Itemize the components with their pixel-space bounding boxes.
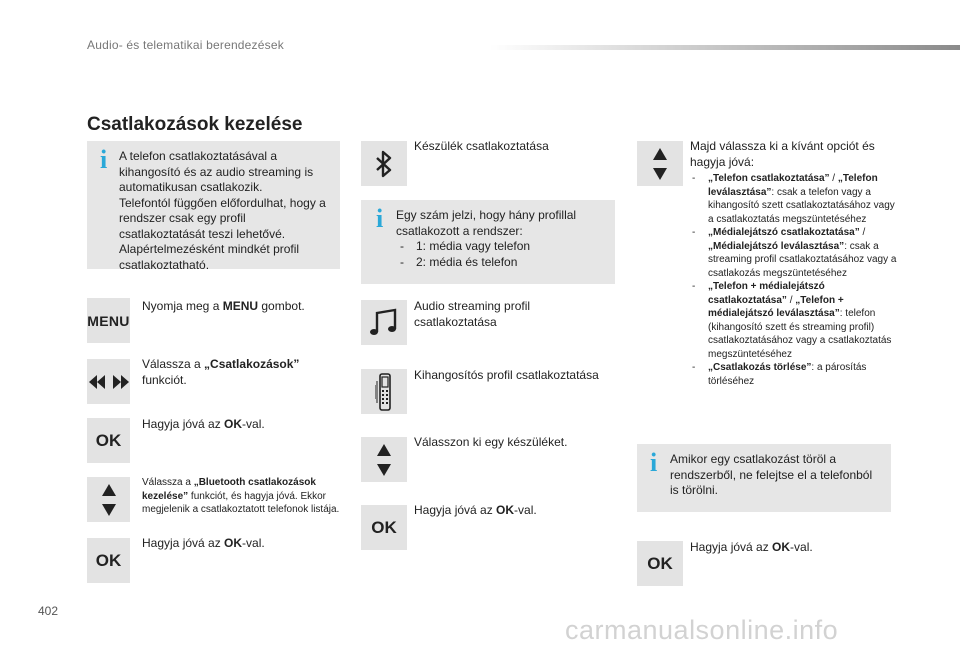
step-ok-2-post: -val. <box>242 536 265 550</box>
info-profiles-intro: Egy szám jelzi, hogy hány profillal csatlakozott a rendszer: <box>396 208 577 238</box>
info-box-connection <box>87 141 340 272</box>
seek-key <box>87 359 130 404</box>
option-title-2: „Médialejátszó leválasztása” <box>708 240 845 252</box>
updown-key <box>87 477 130 522</box>
step-connections-post: funkciót. <box>142 372 187 387</box>
ok-key <box>637 541 683 586</box>
step-menu-post: gombot. <box>258 299 305 313</box>
info-delete-text: Amikor egy csatlakozást töröl a rendszerből, ne felejtse el a telefonból is törölni. <box>670 452 873 497</box>
step-connections-pre: Válassza a <box>142 357 205 371</box>
option-desc: : csak a telefon vagy a kihangosító szett csatlakoztatásához vagy a csatlakoztatás megszüntetéséhez <box>708 186 895 225</box>
step-connections-bold: „Csatlakozások” <box>204 357 300 371</box>
step-bluetooth-bold: „Bluetooth csatlakozások kezelése” <box>142 477 316 502</box>
option-sep: / <box>786 294 796 306</box>
menu-key <box>87 298 130 343</box>
list-item <box>688 226 898 280</box>
step-bluetooth <box>142 476 340 517</box>
header-bar <box>490 45 960 50</box>
info-icon: i <box>100 145 108 174</box>
info-box-delete <box>637 444 891 512</box>
step-ok-2-bold: OK <box>224 536 243 550</box>
phone-icon <box>375 373 393 411</box>
info-text: A telefon csatlakoztatásával a kihangosító és az audio streaming is automatikusan csatlakozik. Telefontól függően előfordulhat, hogy a rendszer csak egy profil csatlakoztatását teszi lehetővé. Alapértelmezésként mindkét profil csatlakoztatható. <box>119 149 326 272</box>
option-desc: : a párosítás törléséhez <box>708 362 867 387</box>
option-title: „Csatlakozás törlése” <box>708 362 812 373</box>
option-title: „Telefon + médialejátszó csatlakoztatása” <box>708 281 825 306</box>
step-ok-3-post: -val. <box>514 503 537 517</box>
step-ok-2-pre: Hagyja jóvá az <box>142 536 225 550</box>
bluetooth-key <box>361 141 407 186</box>
option-desc: : csak a streaming profil csatlakoztatásához vagy a csatlakozás megszüntetéséhez <box>708 240 897 279</box>
up-down-arrows-icon <box>376 442 392 478</box>
list-item <box>688 361 898 388</box>
menu-key-label: MENU <box>87 312 130 329</box>
option-sep: / <box>859 227 866 238</box>
music-key <box>361 300 407 345</box>
handsfree-profile: Kihangosítós profil csatlakoztatása <box>414 368 599 382</box>
list-item <box>688 172 898 226</box>
list-item: - 2: média és telefon <box>396 255 606 271</box>
step-menu-pre: Nyomja meg a <box>142 299 223 313</box>
step-connections <box>142 357 317 388</box>
page-number: 402 <box>38 604 59 618</box>
step-ok-3-pre: Hagyja jóvá az <box>414 503 497 517</box>
up-down-arrows-icon <box>652 146 668 182</box>
step-bluetooth-pre: Válassza a <box>142 477 194 488</box>
step-ok-4-pre: Hagyja jóvá az <box>690 540 773 554</box>
option-title: „Telefon csatlakoztatása” <box>708 173 830 184</box>
info-box-profiles <box>361 200 615 284</box>
ok-key <box>361 505 407 550</box>
audio-streaming-profile: Audio streaming profil csatlakoztatása <box>414 299 531 329</box>
step-bluetooth-post: funkciót, és hagyja jóvá. Ekkor megjelenik a csatlakoztatott telefonok listája. <box>142 490 340 515</box>
ok-key <box>87 538 130 583</box>
page-title: Csatlakozások kezelése <box>87 114 303 135</box>
option-title-2: „Telefon + médialejátszó leválasztása” <box>708 294 844 319</box>
option-title-2: „Telefon leválasztása” <box>708 173 878 198</box>
phone-key <box>361 369 407 414</box>
option-title: „Médialejátszó csatlakoztatása” <box>708 227 860 238</box>
updown-key <box>361 437 407 482</box>
music-note-icon <box>369 308 399 338</box>
bluetooth-icon <box>375 150 393 178</box>
device-connection: Készülék csatlakoztatása <box>414 139 549 153</box>
ok-key-label: OK <box>371 517 397 537</box>
step-ok-4-bold: OK <box>772 540 791 554</box>
ok-key-label: OK <box>647 553 673 573</box>
watermark: carmanualsonline.info <box>565 615 839 645</box>
step-ok-1-bold: OK <box>224 417 243 431</box>
list-item <box>688 280 898 361</box>
option-desc: : telefon (kihangosító szett és streaming profil) csatlakoztatásához vagy a csatlakoztatás megszüntetéséhez <box>708 308 892 360</box>
step-ok-3 <box>414 503 614 519</box>
step-ok-1-pre: Hagyja jóvá az <box>142 417 225 431</box>
options-list <box>688 172 898 388</box>
step-ok-2 <box>142 536 337 552</box>
list-item: - 1: média vagy telefon <box>396 239 606 255</box>
updown-key <box>637 141 683 186</box>
ok-key <box>87 418 130 463</box>
step-ok-3-bold: OK <box>496 503 515 517</box>
info-icon: i <box>376 204 384 233</box>
step-ok-4-post: -val. <box>790 540 813 554</box>
step-ok-1-post: -val. <box>242 417 265 431</box>
info-profiles-list <box>396 239 606 270</box>
section-header: Audio- és telematikai berendezések <box>87 38 284 52</box>
step-ok-1 <box>142 417 337 433</box>
info-icon: i <box>650 448 658 477</box>
step-menu-bold: MENU <box>222 299 259 313</box>
step-ok-4 <box>690 540 890 556</box>
up-down-arrows-icon <box>101 482 117 518</box>
options-intro: Majd válassza ki a kívánt opciót és hagyja jóvá: <box>690 139 875 169</box>
seek-arrows-icon <box>89 374 129 390</box>
choose-device: Válasszon ki egy készüléket. <box>414 435 568 449</box>
step-menu <box>142 299 337 315</box>
option-sep: / <box>829 173 838 184</box>
ok-key-label: OK <box>95 550 122 570</box>
ok-key-label: OK <box>95 430 122 450</box>
